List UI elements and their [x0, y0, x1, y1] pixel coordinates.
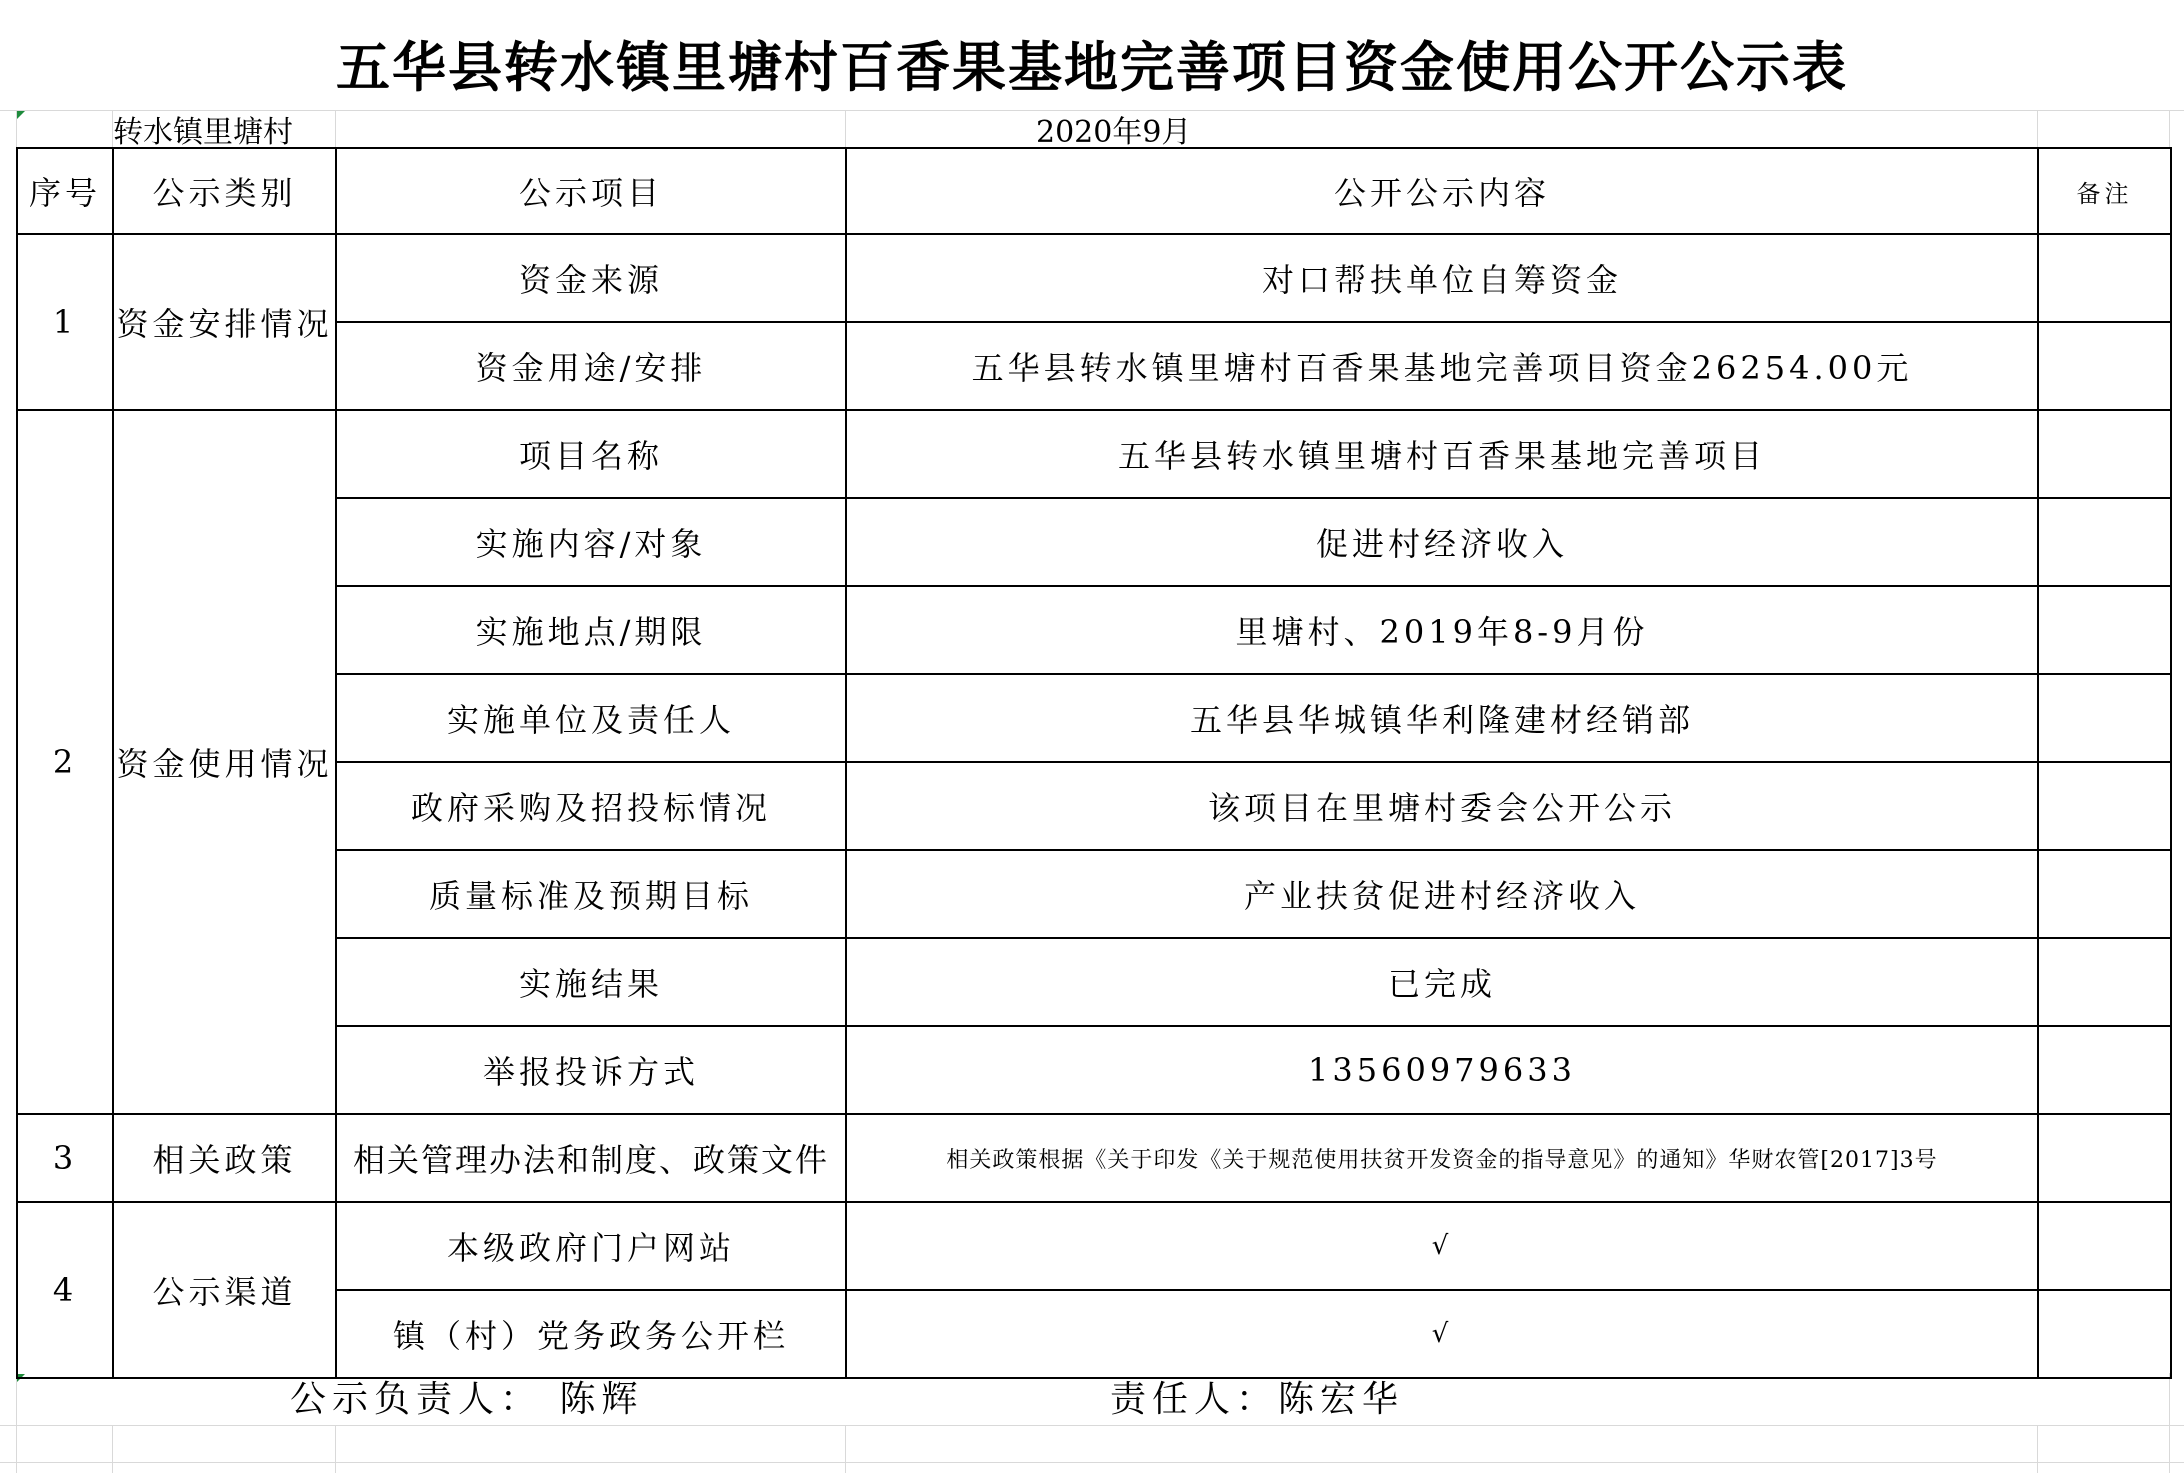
gridline — [112, 1425, 113, 1473]
header-note: 备注 — [2038, 148, 2171, 234]
row-content: 相关政策根据《关于印发《关于规范使用扶贫开发资金的指导意见》的通知》华财农管[2017]3号 — [846, 1114, 2038, 1202]
gridline — [2169, 1373, 2170, 1473]
row-item: 本级政府门户网站 — [336, 1202, 846, 1290]
row-content: 产业扶贫促进村经济收入 — [846, 850, 2038, 938]
row-item: 实施内容/对象 — [336, 498, 846, 586]
table-row — [17, 938, 2171, 1026]
gridline — [845, 110, 846, 147]
publisher-signature: 公示负责人： 陈辉 — [290, 1379, 644, 1420]
table-row — [17, 322, 2171, 410]
gridline — [2169, 110, 2170, 147]
header-item: 公示项目 — [336, 148, 846, 234]
gridline — [335, 1425, 336, 1473]
table-row — [17, 1290, 2171, 1378]
row-item: 实施单位及责任人 — [336, 674, 846, 762]
cell-marker-icon — [17, 111, 25, 119]
row-category: 公示渠道 — [113, 1202, 336, 1378]
row-content: 已完成 — [846, 938, 2038, 1026]
responsible-signature: 责任人：陈宏华 — [1110, 1379, 1405, 1420]
gridline — [0, 110, 2184, 111]
row-index: 3 — [17, 1114, 113, 1202]
date-label: 2020年9月 — [1036, 115, 1192, 150]
row-content: 促进村经济收入 — [846, 498, 2038, 586]
row-note — [2038, 938, 2171, 1026]
disclosure-table — [16, 147, 2172, 1379]
row-note — [2038, 1026, 2171, 1114]
check-mark-icon: √ — [846, 1202, 2038, 1290]
row-index: 2 — [17, 410, 113, 1114]
row-item: 质量标准及预期目标 — [336, 850, 846, 938]
row-item: 相关管理办法和制度、政策文件 — [336, 1114, 846, 1202]
row-item: 资金来源 — [336, 234, 846, 322]
page-title: 五华县转水镇里塘村百香果基地完善项目资金使用公开公示表 — [336, 35, 1848, 99]
header-index: 序号 — [17, 148, 113, 234]
row-note — [2038, 1114, 2171, 1202]
row-item: 项目名称 — [336, 410, 846, 498]
row-content: 五华县转水镇里塘村百香果基地完善项目 — [846, 410, 2038, 498]
row-content: 13560979633 — [846, 1026, 2038, 1114]
row-content: 五华县转水镇里塘村百香果基地完善项目资金26254.00元 — [846, 322, 2038, 410]
header-category: 公示类别 — [113, 148, 336, 234]
table-row — [17, 1026, 2171, 1114]
table-row — [17, 410, 2171, 498]
row-note — [2038, 1202, 2171, 1290]
gridline — [335, 110, 336, 147]
row-note — [2038, 850, 2171, 938]
gridline — [0, 1462, 2184, 1463]
table-row — [17, 762, 2171, 850]
table-row — [17, 850, 2171, 938]
row-category: 资金安排情况 — [113, 234, 336, 410]
row-item: 实施结果 — [336, 938, 846, 1026]
table-row — [17, 498, 2171, 586]
row-content: 五华县华城镇华利隆建材经销部 — [846, 674, 2038, 762]
gridline — [2037, 110, 2038, 147]
table-row — [17, 586, 2171, 674]
row-note — [2038, 762, 2171, 850]
table-row — [17, 234, 2171, 322]
row-note — [2038, 586, 2171, 674]
row-content: 对口帮扶单位自筹资金 — [846, 234, 2038, 322]
table-row — [17, 1114, 2171, 1202]
row-item: 资金用途/安排 — [336, 322, 846, 410]
row-index: 4 — [17, 1202, 113, 1378]
gridline — [845, 1425, 846, 1473]
table-row — [17, 674, 2171, 762]
gridline — [16, 1373, 17, 1473]
check-mark-icon: √ — [846, 1290, 2038, 1378]
row-item: 举报投诉方式 — [336, 1026, 846, 1114]
row-note — [2038, 498, 2171, 586]
row-note — [2038, 322, 2171, 410]
row-category: 相关政策 — [113, 1114, 336, 1202]
gridline — [2037, 1425, 2038, 1473]
row-category: 资金使用情况 — [113, 410, 336, 1114]
row-index: 1 — [17, 234, 113, 410]
village-label: 转水镇里塘村 — [113, 115, 293, 150]
row-item: 镇（村）党务政务公开栏 — [336, 1290, 846, 1378]
table-row — [17, 1202, 2171, 1290]
row-item: 实施地点/期限 — [336, 586, 846, 674]
table-header-row — [17, 148, 2171, 234]
row-content: 里塘村、2019年8-9月份 — [846, 586, 2038, 674]
row-note — [2038, 234, 2171, 322]
row-note — [2038, 410, 2171, 498]
row-item: 政府采购及招投标情况 — [336, 762, 846, 850]
gridline — [0, 1425, 2184, 1426]
header-content: 公开公示内容 — [846, 148, 2038, 234]
row-note — [2038, 1290, 2171, 1378]
row-note — [2038, 674, 2171, 762]
row-content: 该项目在里塘村委会公开公示 — [846, 762, 2038, 850]
